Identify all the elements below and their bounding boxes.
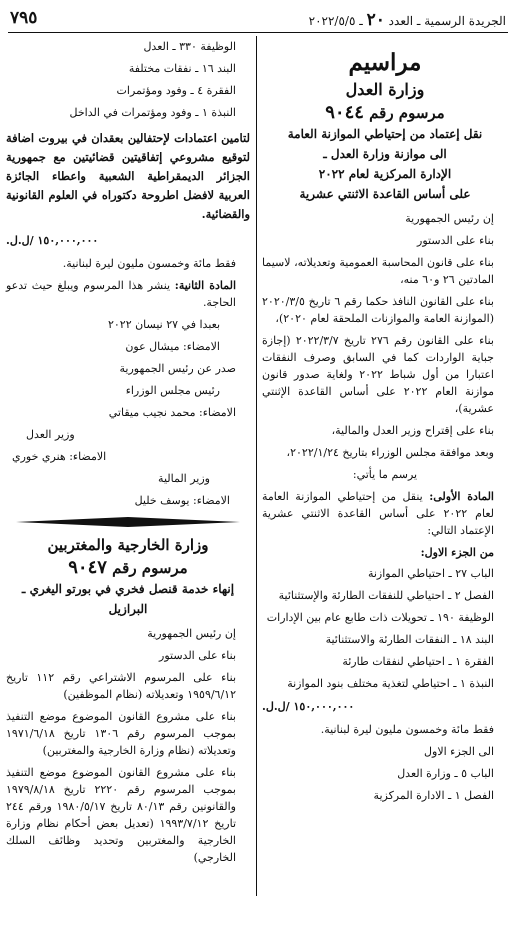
budget-item: الفقرة ١ ـ احتياطي لنفقات طارئة (342, 655, 494, 668)
preamble-line: بناء على إقتراح وزير العدل والمالية، (331, 424, 494, 437)
preamble-line: إن رئيس الجمهورية (405, 212, 494, 225)
budget-item: الوظيفة ١٩٠ ـ تحويلات ذات طابع عام بين الإدارات (266, 611, 494, 624)
decrees-line: يرسم ما يأتي: (352, 468, 418, 481)
decree-number: ٩٠٤٤ (325, 102, 364, 123)
budget-item: النبذة ١ ـ وفود ومؤتمرات في الداخل (69, 106, 236, 119)
budget-item: الفصل ٢ ـ احتياطي للنفقات الطارئة والإستثنائية (278, 589, 494, 602)
decree-number-2: ٩٠٤٧ (68, 557, 107, 578)
subject-line: على أساس القاعدة الاثنتي عشرية (299, 187, 471, 201)
justice-title: وزير العدل (26, 428, 75, 441)
preamble-line: بناء على مشروع القانون الموضوع موضع التنفيذ بموجب المرسوم رقم ١٣٠٦ تاريخ ١٩٧١/٦/١٨ وتعديلاته (نظام وزارة الخارجية والمغتربين) (6, 710, 236, 757)
preamble-line: بناء على قانون المحاسبة العمومية وتعديلاته، لاسيما المادتين ٢٦ و٦٠ منه، (262, 256, 494, 286)
amount-figure: ١٥٠,٠٠٠,٠٠٠ /ل.ل. (6, 234, 99, 247)
article-one (262, 488, 508, 539)
budget-item: الفصل ١ ـ الادارة المركزية (373, 789, 494, 802)
right-column (262, 38, 508, 809)
amount-words: فقط مائة وخمسون مليون ليرة لبنانية. (62, 257, 236, 270)
decree-label: مرسوم رقم (369, 104, 445, 122)
column-divider (256, 36, 257, 896)
preamble-line: بناء على الدستور (417, 234, 494, 247)
header-text (309, 10, 506, 30)
preamble-line: بناء على القانون النافذ حكما رقم ٦ تاريخ ٢٠٢٠/٣/٥ (الموازنة العامة والموازنات الملحقة لعام ٢٠٢٠)، (262, 295, 494, 325)
signature-president: الامضاء: ميشال عون (125, 340, 220, 353)
article-two-text: ينشر هذا المرسوم ويبلغ حيث تدعو الحاجة. (6, 279, 236, 309)
budget-item: الفقرة ٤ ـ وفود ومؤتمرات (116, 84, 236, 97)
ministry-title: وزارة العدل (345, 80, 425, 99)
gazette-name: الجريدة الرسمية ـ العدد (388, 14, 506, 28)
budget-item: الى الجزء الاول (424, 745, 494, 758)
part-heading: من الجزء الاول: (420, 546, 494, 559)
page-header (0, 6, 516, 34)
pm-title: رئيس مجلس الوزراء (125, 384, 220, 397)
preamble-line: وبعد موافقة مجلس الوزراء بتاريخ ٢٠٢٢/١/٢٤، (286, 446, 494, 459)
purpose-text: لتامين اعتمادات لإحتفالين بعقدان في بيروت اضافة لتوقيع مشروعي إتفاقيتين قضائيتين مع جمهورية الجزائر الديمقراطية الشعبية واعطاء الجائزة العربية لافضل اطروحة دكتوراه في العلوم القانونية والقضائية. (6, 131, 250, 221)
article-two-label: المادة الثانية: (174, 279, 237, 292)
article-one-label: المادة الأولى: (429, 490, 494, 503)
amount-figure: ١٥٠,٠٠٠,٠٠٠ /ل.ل. (262, 700, 355, 713)
decree-heading (262, 102, 508, 124)
date-line: بعبدا في ٢٧ نيسان ٢٠٢٢ (107, 318, 220, 331)
left-column (6, 38, 250, 871)
amount-words: فقط مائة وخمسون مليون ليرة لبنانية. (320, 723, 494, 736)
signature-justice: الامضاء: هنري خوري (12, 450, 107, 463)
issue-number: ٢٠ (366, 10, 385, 30)
preamble-line: إن رئيس الجمهورية (147, 627, 236, 640)
preamble-line: بناء على مشروع القانون الموضوع موضع التنفيذ بموجب المرسوم رقم ٢٢٢٠ تاريخ ١٩٧٩/٨/١٨ والقانونين رقم ٨٠/١٣ تاريخ ١٩٨٠/٥/١٧ ورقم ٢٤٤ تاريخ ١٩٩٣/٧/١٢ (تعديل بعض أحكام نظام وزارة الخارجية والمغتربين وتحديد وظائف السلك الخارجي) (6, 766, 237, 864)
section-separator (6, 515, 250, 529)
signature-finance: الامضاء: يوسف خليل (134, 494, 230, 507)
decree-subject-2: إنهاء خدمة قنصل فخري في بورتو اليغري ـ البرازيل (21, 582, 235, 616)
ministry-title-2: وزارة الخارجية والمغتربين (47, 536, 209, 554)
preamble-line: بناء على الدستور (159, 649, 236, 662)
budget-item: البند ١٨ ـ النفقات الطارئة والاستثنائية (325, 633, 494, 646)
preamble-line: بناء على القانون رقم ٢٧٦ تاريخ ٢٠٢٢/٣/٧ (إجازة جباية الواردات كما في السابق وصرف النفقات اعتبارا من أول شباط ٢٠٢٢ ولغاية صدور قانون موازنة العام ٢٠٢٢ على أساس القاعدة الإثنتي عشرية)، (262, 334, 494, 415)
header-rule (8, 32, 508, 33)
decree-heading-2 (6, 557, 250, 579)
budget-item: الوظيفة ٣٣٠ ـ العدل (143, 40, 236, 53)
article-two (6, 277, 250, 311)
page-number: ٧٩٥ (10, 8, 38, 28)
budget-item: البند ١٦ ـ نفقات مختلفة (128, 62, 236, 75)
budget-item: الباب ٢٧ ـ احتياطي الموازنة (367, 567, 494, 580)
finance-title: وزير المالية (158, 472, 210, 485)
subject-line: الى موازنة وزارة العدل ـ (323, 147, 447, 161)
budget-item: النبذة ١ ـ احتياطي لتغذية مختلف بنود الموازنة (287, 677, 494, 690)
budget-item: الباب ٥ ـ وزارة العدل (397, 767, 494, 780)
subject-line: نقل إعتماد من إحتياطي الموازنة العامة (287, 127, 483, 141)
separator-ornament (16, 517, 240, 527)
section-title: مراسيم (348, 49, 422, 76)
subject-line: الإدارة المركزية لعام ٢٠٢٢ (318, 167, 452, 181)
issue-date: ـ ٢٠٢٢/٥/٥ (308, 14, 363, 28)
decree-subject (262, 124, 508, 204)
preamble-line: بناء على المرسوم الاشتراعي رقم ١١٢ تاريخ ١٩٥٩/٦/١٢ وتعديلاته (نظام الموظفين) (6, 671, 237, 701)
article-one-text: ينقل من إحتياطي الموازنة العامة لعام ٢٠٢٢ على أساس القاعدة الاثنتي عشرية الإعتماد التالي: (262, 490, 494, 537)
issued-by: صدر عن رئيس الجمهورية (119, 362, 236, 375)
decree-label-2: مرسوم رقم (112, 559, 188, 577)
signature-pm: الامضاء: محمد نجيب ميقاتي (108, 406, 236, 419)
